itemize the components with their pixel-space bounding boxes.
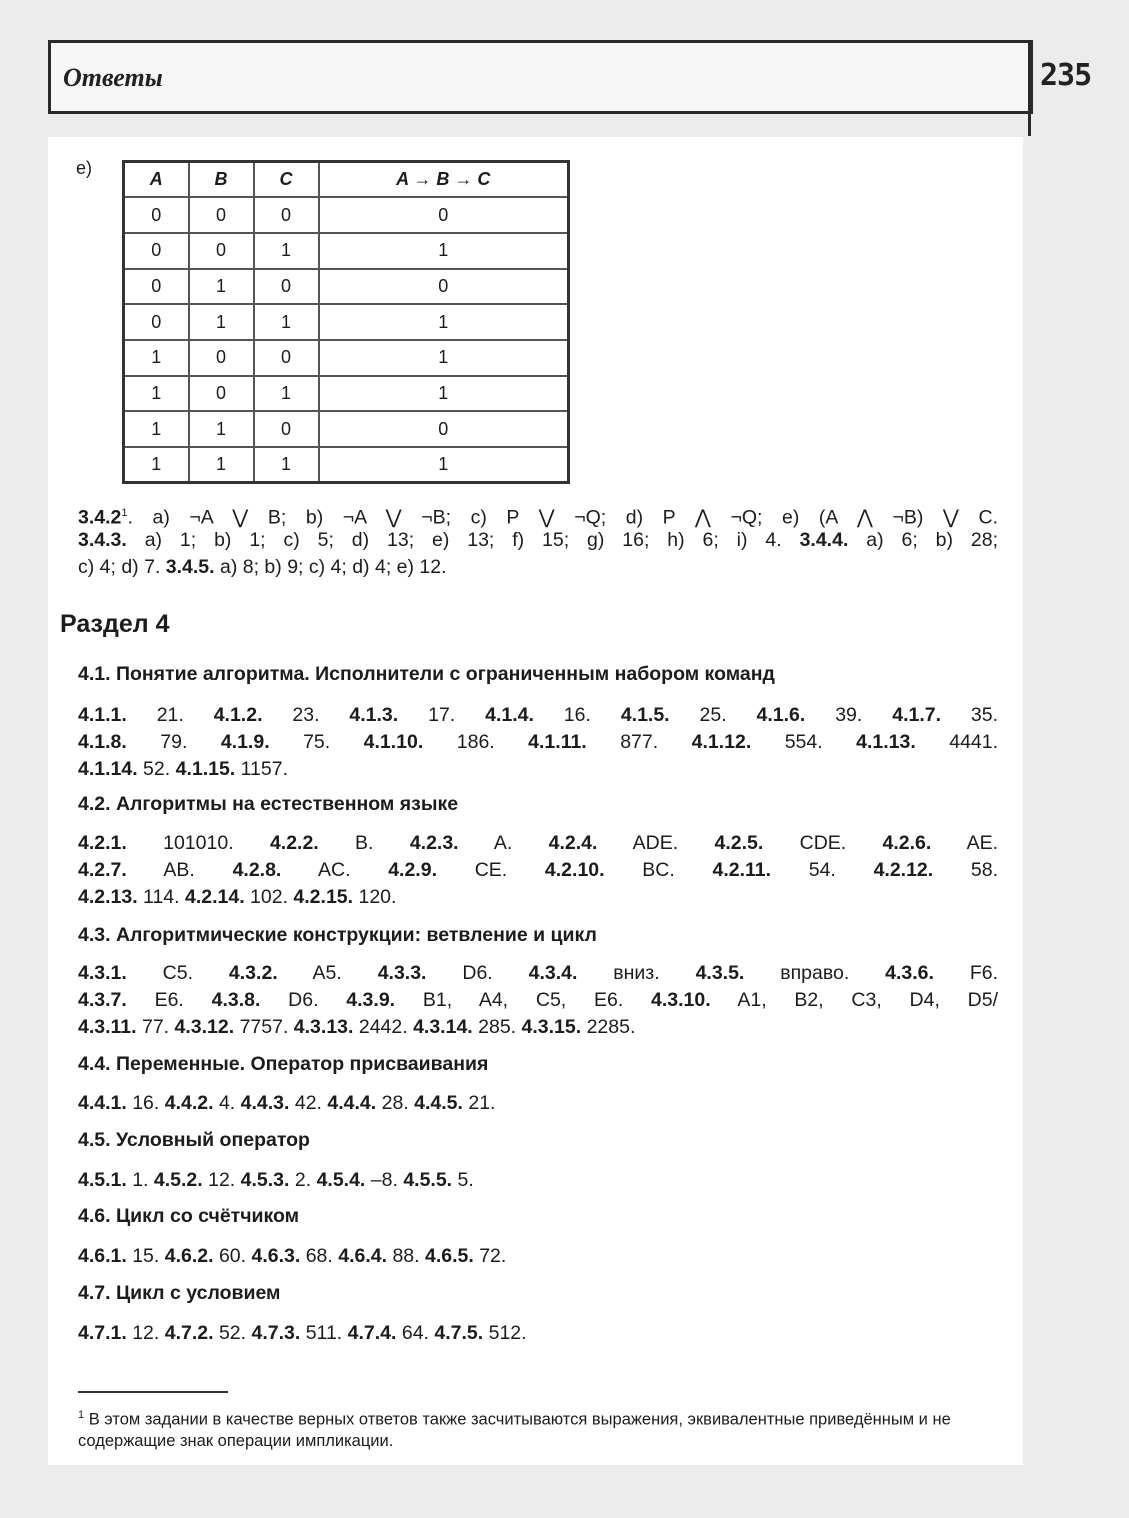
answer-id: 4.3.15. <box>521 1016 582 1038</box>
section-title: Раздел 4 <box>60 610 170 638</box>
table-cell: 0 <box>254 411 319 447</box>
answer-id: 4.2.4. <box>548 832 598 854</box>
answer-id: 4.2.11. <box>712 859 772 881</box>
table-cell: 0 <box>124 233 189 269</box>
answer-line: 4.4.1. 16. 4.4.2. 4. 4.4.3. 42. 4.4.4. 28. 4.4.5. 21. <box>78 1092 496 1114</box>
answer-id: 4.3.4. <box>528 962 578 984</box>
table-body <box>124 197 569 483</box>
answer-id: 4.1.15. <box>175 758 236 780</box>
table-cell: 1 <box>189 304 254 340</box>
answer-id: 4.6.5. <box>425 1245 474 1267</box>
answer-id: 4.3.12. <box>174 1016 235 1038</box>
subsection-heading: 4.1. Понятие алгоритма. Исполнители с ограниченным набором команд <box>78 663 775 685</box>
answer-id: 3.4.2 <box>78 506 122 529</box>
table-cell: 1 <box>319 340 569 376</box>
answer-id: 4.1.5. <box>620 704 670 726</box>
answers-3-line-2: 3.4.3. a) 1; b) 1; c) 5; d) 13; e) 13; f) 15; g) 16; h) 6; i) 4. 3.4.4. a) 6; b) 28; <box>78 529 999 551</box>
answer-id: 4.2.15. <box>293 886 354 908</box>
column-header: B <box>189 162 254 198</box>
table-row <box>124 269 569 305</box>
answer-id: 4.3.7. <box>78 989 127 1011</box>
answer-id: 4.2.3. <box>409 832 459 854</box>
table-cell: 0 <box>189 197 254 233</box>
answer-id: 4.1.8. <box>78 731 127 753</box>
table-row <box>124 340 569 376</box>
table-cell: 1 <box>254 447 319 483</box>
table-cell: 1 <box>189 411 254 447</box>
table-cell: 0 <box>124 304 189 340</box>
footnote-text: В этом задании в качестве верных ответов также засчитываются выражения, эквивалентные приведённым и не содержащие знак операции импликации. <box>78 1410 951 1450</box>
page-number: 235 <box>1040 58 1092 93</box>
answer-id: 4.6.3. <box>251 1245 301 1267</box>
answer-id: 4.7.1. <box>78 1322 127 1344</box>
answer-id: 4.6.2. <box>164 1245 214 1267</box>
table-cell: 1 <box>254 304 319 340</box>
table-cell: 1 <box>124 411 189 447</box>
answer-line: 4.2.7. AB. 4.2.8. AC. 4.2.9. CE. 4.2.10. BC. 4.2.11. 54. 4.2.12. 58. <box>78 859 999 881</box>
table-row <box>124 376 569 412</box>
answer-id: 4.4.3. <box>240 1092 290 1114</box>
answer-id: 4.2.5. <box>714 832 764 854</box>
answer-id: 4.1.12. <box>691 731 752 753</box>
answer-id: 3.4.3. <box>78 529 127 551</box>
answer-id: 4.1.3. <box>349 704 399 726</box>
answer-id: 4.3.6. <box>885 962 934 984</box>
table-cell: 1 <box>124 340 189 376</box>
answer-id: 4.7.2. <box>164 1322 214 1344</box>
answer-id: 4.5.1. <box>78 1169 127 1191</box>
truth-table <box>122 160 570 484</box>
footnote-divider <box>78 1391 228 1393</box>
answer-id: 4.1.11. <box>528 731 587 753</box>
answer-id: 4.2.1. <box>78 832 127 854</box>
table-cell: 1 <box>189 269 254 305</box>
table-cell: 0 <box>319 269 569 305</box>
answer-id: 4.6.4. <box>338 1245 388 1267</box>
answer-id: 4.4.2. <box>164 1092 214 1114</box>
footnote-ref: 1 <box>121 507 128 519</box>
answer-id: 4.1.4. <box>485 704 534 726</box>
answer-id: 4.4.4. <box>327 1092 377 1114</box>
answer-id: 4.2.7. <box>78 859 127 881</box>
answer-line: 4.5.1. 1. 4.5.2. 12. 4.5.3. 2. 4.5.4. –8. 4.5.5. 5. <box>78 1169 474 1191</box>
table-cell: 0 <box>319 197 569 233</box>
table-cell: 1 <box>319 447 569 483</box>
header-divider <box>1028 40 1031 136</box>
subsection-heading: 4.7. Цикл с условием <box>78 1282 281 1304</box>
answer-id: 4.2.2. <box>269 832 319 854</box>
table-cell: 0 <box>254 197 319 233</box>
answer-id: 4.2.12. <box>873 859 934 881</box>
table-cell: 0 <box>189 233 254 269</box>
answer-id: 4.5.5. <box>403 1169 453 1191</box>
table-cell: 0 <box>254 340 319 376</box>
answer-line: 4.7.1. 12. 4.7.2. 52. 4.7.3. 511. 4.7.4. 64. 4.7.5. 512. <box>78 1322 527 1344</box>
table-header-row <box>124 162 569 198</box>
table-cell: 0 <box>124 197 189 233</box>
page-header <box>48 40 1033 114</box>
table-row <box>124 447 569 483</box>
answer-id: 4.6.1. <box>78 1245 127 1267</box>
table-label: e) <box>76 158 93 178</box>
table-cell: 0 <box>189 376 254 412</box>
answer-id: 4.2.6. <box>882 832 932 854</box>
table-row <box>124 233 569 269</box>
subsection-heading: 4.2. Алгоритмы на естественном языке <box>78 793 459 815</box>
answer-id: 4.1.14. <box>78 758 138 780</box>
answer-id: 4.3.13. <box>293 1016 354 1038</box>
table-cell: 1 <box>254 376 319 412</box>
header-title: Ответы <box>63 63 163 92</box>
answer-line: 4.3.11. 77. 4.3.12. 7757. 4.3.13. 2442. 4.3.14. 285. 4.3.15. 2285. <box>78 1016 636 1038</box>
table-row <box>124 197 569 233</box>
table-cell: 1 <box>189 447 254 483</box>
table-cell: 1 <box>319 376 569 412</box>
answer-id: 4.4.5. <box>414 1092 463 1114</box>
answer-id: 4.3.5. <box>695 962 745 984</box>
answer-id: 4.5.2. <box>153 1169 203 1191</box>
answer-id: 4.3.11. <box>78 1016 137 1038</box>
subsection-heading: 4.6. Цикл со счётчиком <box>78 1205 300 1227</box>
answer-id: 4.5.4. <box>316 1169 366 1191</box>
answer-id: 4.3.10. <box>651 989 711 1011</box>
answer-line: 4.6.1. 15. 4.6.2. 60. 4.6.3. 68. 4.6.4. 88. 4.6.5. 72. <box>78 1245 507 1267</box>
answer-id: 4.3.9. <box>346 989 396 1011</box>
answer-line: 4.3.1. C5. 4.3.2. A5. 4.3.3. D6. 4.3.4. вниз. 4.3.5. вправо. 4.3.6. F6. <box>78 962 999 984</box>
footnote <box>78 1405 983 1452</box>
table-cell: 0 <box>189 340 254 376</box>
answer-id: 4.5.3. <box>240 1169 290 1191</box>
answer-line: 4.1.14. 52. 4.1.15. 1157. <box>78 758 289 780</box>
answer-id: 4.1.10. <box>363 731 424 753</box>
answer-id: 4.2.13. <box>78 886 138 908</box>
answer-line: 4.1.1. 21. 4.1.2. 23. 4.1.3. 17. 4.1.4. 16. 4.1.5. 25. 4.1.6. 39. 4.1.7. 35. <box>78 704 999 726</box>
answer-id: 4.1.9. <box>220 731 270 753</box>
answer-id: 4.4.1. <box>78 1092 127 1114</box>
table-row <box>124 304 569 340</box>
answer-line: 4.2.1. 101010. 4.2.2. B. 4.2.3. A. 4.2.4. ADE. 4.2.5. CDE. 4.2.6. AE. <box>78 832 999 854</box>
answer-id: 4.7.5. <box>434 1322 484 1344</box>
answer-id: 4.2.9. <box>388 859 437 881</box>
answer-id: 3.4.4. <box>799 529 849 551</box>
footnote-mark: 1 <box>78 1409 85 1421</box>
answer-text: . a) ¬A ⋁ B; b) ¬A ⋁ ¬B; c) P ⋁ ¬Q; d) P ⋀ ¬Q; e) (A ⋀ ¬B) ⋁ C. <box>127 506 998 529</box>
table-cell: 1 <box>319 304 569 340</box>
answer-id: 4.2.14. <box>184 886 245 908</box>
table-row <box>124 411 569 447</box>
table-cell: 0 <box>254 269 319 305</box>
answer-id: 4.3.3. <box>377 962 427 984</box>
answer-id: 4.2.8. <box>232 859 282 881</box>
answer-line: 4.1.8. 79. 4.1.9. 75. 4.1.10. 186. 4.1.11. 877. 4.1.12. 554. 4.1.13. 4441. <box>78 731 999 753</box>
subsection-heading: 4.4. Переменные. Оператор присваивания <box>78 1053 489 1075</box>
subsection-heading: 4.5. Условный оператор <box>78 1129 310 1151</box>
column-header: A <box>124 162 189 198</box>
table-cell: 1 <box>319 233 569 269</box>
answers-3-line-3: c) 4; d) 7. 3.4.5. a) 8; b) 9; c) 4; d) 4; e) 12. <box>78 556 447 578</box>
column-header: A → B → C <box>319 162 569 198</box>
answer-id: 4.3.1. <box>78 962 127 984</box>
answer-id: 4.7.4. <box>347 1322 397 1344</box>
table-cell: 1 <box>124 447 189 483</box>
answer-id: 4.1.13. <box>856 731 916 753</box>
answer-id: 4.3.2. <box>228 962 278 984</box>
answer-id: 4.3.14. <box>413 1016 473 1038</box>
answer-id: 4.1.2. <box>213 704 263 726</box>
answer-id: 4.1.6. <box>756 704 806 726</box>
answer-id: 4.2.10. <box>544 859 605 881</box>
answer-id: 4.7.3. <box>251 1322 301 1344</box>
table-cell: 0 <box>124 269 189 305</box>
answer-id: 4.3.8. <box>211 989 261 1011</box>
column-header: C <box>254 162 319 198</box>
table-cell: 1 <box>124 376 189 412</box>
subsection-heading: 4.3. Алгоритмические конструкции: ветвление и цикл <box>78 924 597 946</box>
answer-id: 4.1.7. <box>892 704 942 726</box>
table-cell: 1 <box>254 233 319 269</box>
answer-id: 4.1.1. <box>78 704 127 726</box>
answer-line: 4.2.13. 114. 4.2.14. 102. 4.2.15. 120. <box>78 886 397 908</box>
answer-line: 4.3.7. E6. 4.3.8. D6. 4.3.9. B1, A4, C5, E6. 4.3.10. A1, B2, C3, D4, D5/ <box>78 989 998 1011</box>
table-cell: 0 <box>319 411 569 447</box>
answer-id: 3.4.5. <box>165 556 215 578</box>
